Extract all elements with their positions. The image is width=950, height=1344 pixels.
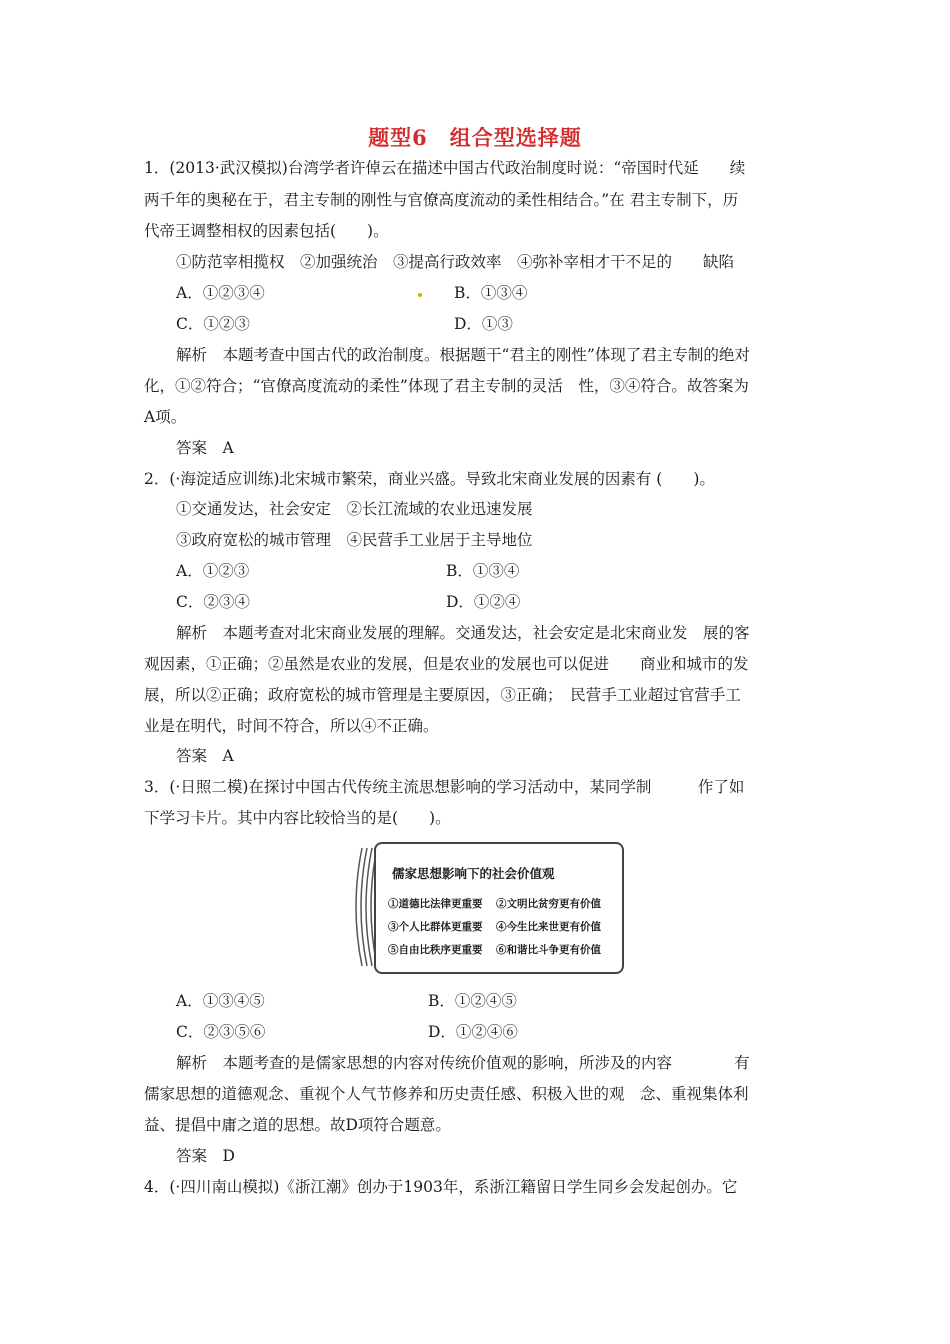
q2-option-a: A．①②③: [176, 562, 250, 580]
q3-stem-line-2: 下学习卡片。其中内容比较恰当的是( )。: [144, 809, 451, 827]
card-item-5: ⑤自由比秩序更重要: [388, 944, 483, 956]
card-item-3: ③个人比群体更重要: [388, 921, 483, 933]
q2-option-b: B．①③④: [446, 562, 520, 580]
q1-stem-line-3: 代帝王调整相权的因素包括( )。: [144, 222, 389, 240]
q1-option-b: B．①③④: [454, 284, 528, 302]
q2-analysis-line-1: 解析 本题考查对北宋商业发展的理解。交通发达，社会安定是北宋商业发 展的客: [176, 624, 750, 642]
q1-option-c: C．①②③: [176, 315, 250, 333]
q1-stem-line-2: 两千年的奥秘在于，君主专制的刚性与官僚高度流动的柔性相结合。”在 君主专制下，历: [144, 191, 739, 209]
q2-analysis-line-2: 观因素，①正确；②虽然是农业的发展，但是农业的发展也可以促进 商业和城市的发: [144, 655, 749, 673]
q1-answer: 答案 A: [176, 439, 234, 457]
q3-analysis-line-1: 解析 本题考查的是儒家思想的内容对传统价值观的影响，所涉及的内容 有: [176, 1054, 750, 1072]
q3-answer: 答案 D: [176, 1147, 235, 1165]
q2-statements-2: ③政府宽松的城市管理 ④民营手工业居于主导地位: [176, 531, 533, 549]
q2-option-d: D．①②④: [446, 593, 521, 611]
q3-option-c: C．②③⑤⑥: [176, 1023, 266, 1041]
q2-answer: 答案 A: [176, 747, 234, 765]
q2-analysis-line-3: 展，所以②正确；政府宽松的城市管理是主要原因，③正确； 民营手工业超过官营手工: [144, 686, 741, 704]
q3-analysis-line-3: 益、提倡中庸之道的思想。故D项符合题意。: [144, 1116, 451, 1134]
q1-option-d: D．①③: [454, 315, 513, 333]
q4-stem-line-1: 4．(·四川南山模拟)《浙江潮》创办于1903年，系浙江籍留日学生同乡会发起创办。它: [144, 1178, 738, 1196]
card-item-4: ④今生比来世更有价值: [496, 921, 601, 933]
card-item-2: ②文明比贫穷更有价值: [496, 898, 601, 910]
study-card-body: [374, 842, 624, 974]
q2-statements-1: ①交通发达，社会安定 ②长江流域的农业迅速发展: [176, 500, 533, 518]
q1-stem-line-1: 1．(2013·武汉模拟)台湾学者许倬云在描述中国古代政治制度时说：“帝国时代延 续: [144, 159, 746, 177]
q2-stem: 2．(·海淀适应训练)北宋城市繁荣，商业兴盛。导致北宋商业发展的因素有 ( )。: [144, 470, 715, 488]
study-card: [352, 838, 628, 974]
q3-option-a: A．①③④⑤: [176, 992, 265, 1010]
q3-option-b: B．①②④⑤: [428, 992, 517, 1010]
q1-statements: ①防范宰相揽权 ②加强统治 ③提高行政效率 ④弥补宰相才干不足的 缺陷: [176, 253, 735, 271]
q3-stem-line-1: 3．(·日照二模)在探讨中国古代传统主流思想影响的学习活动中，某同学制 作了如: [144, 778, 745, 796]
q2-option-c: C．②③④: [176, 593, 250, 611]
q1-analysis-line-1: 解析 本题考查中国古代的政治制度。根据题干“君主的刚性”体现了君主专制的绝对: [176, 346, 750, 364]
page-title: 题型6 组合型选择题: [368, 125, 582, 150]
q1-analysis-line-3: A项。: [144, 408, 187, 426]
card-row-3: [388, 942, 604, 957]
card-row-1: [388, 896, 604, 911]
q1-analysis-line-2: 化，①②符合；“官僚高度流动的柔性”体现了君主专制的灵活 性，③④符合。故答案为: [144, 377, 749, 395]
card-row-2: [388, 919, 604, 934]
card-title: 儒家思想影响下的社会价值观: [392, 866, 555, 881]
q2-analysis-line-4: 业是在明代，时间不符合，所以④不正确。: [144, 717, 439, 735]
stray-mark: [418, 293, 422, 297]
q3-analysis-line-2: 儒家思想的道德观念、重视个人气节修养和历史责任感、积极入世的观 念、重视集体利: [144, 1085, 749, 1103]
card-item-6: ⑥和谐比斗争更有价值: [496, 944, 601, 956]
card-item-1: ①道德比法律更重要: [388, 898, 483, 910]
q3-option-d: D．①②④⑥: [428, 1023, 518, 1041]
q1-option-a: A．①②③④: [176, 284, 265, 302]
